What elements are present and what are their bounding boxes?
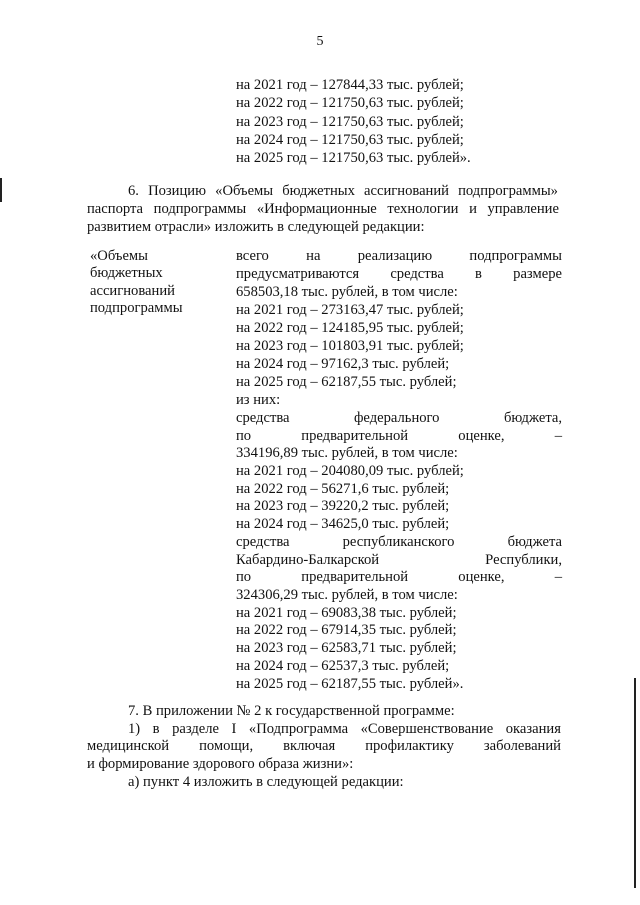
budget-year-line: на 2021 год – 127844,33 тыс. рублей; [236, 77, 464, 93]
item7-line-5: а) пункт 4 изложить в следующей редакции: [128, 774, 404, 790]
word: средства [236, 534, 290, 550]
word: федерального [353, 410, 440, 426]
item7-line-4: и формирование здорового образа жизни»: [87, 756, 354, 772]
word: бюджетных [282, 183, 355, 199]
word: включая [283, 738, 336, 754]
word: технологии [387, 201, 459, 217]
budget-year-line: на 2025 год – 121750,63 тыс. рублей». [236, 150, 471, 167]
table-right-line: 658503,18 тыс. рублей, в том числе: [236, 284, 458, 300]
word: бюджета [507, 534, 562, 550]
word: подпрограммы» [458, 183, 558, 199]
word: в [475, 266, 482, 282]
word: 1) [128, 721, 141, 737]
table-right-line: на 2021 год – 69083,38 тыс. рублей; [236, 605, 457, 621]
table-right-line: на 2024 год – 62537,3 тыс. рублей; [236, 658, 450, 674]
word: Позицию [148, 183, 207, 199]
budget-year-line: на 2024 год – 121750,63 тыс. рублей; [236, 131, 464, 148]
word: оказания [505, 721, 561, 737]
word: на [306, 248, 321, 264]
table-right-line: 334196,89 тыс. рублей, в том числе: [236, 445, 458, 461]
table-left-label: подпрограммы [90, 300, 183, 317]
table-right-line: 324306,29 тыс. рублей, в том числе: [236, 587, 458, 603]
word: медицинской [87, 738, 170, 754]
table-right-line: на 2023 год – 101803,91 тыс. рублей; [236, 338, 464, 354]
word: оценке, [458, 569, 505, 585]
word: по [236, 569, 252, 585]
table-right-line [236, 410, 562, 427]
table-right-line [236, 248, 562, 265]
table-right-line: на 2022 год – 67914,35 тыс. рублей; [236, 622, 457, 638]
table-right-line: на 2021 год – 204080,09 тыс. рублей; [236, 463, 464, 479]
table-right-line [236, 534, 562, 551]
word: профилактику [365, 738, 454, 754]
word: по [236, 428, 252, 444]
table-right-line: из них: [236, 392, 281, 408]
item7-line-1: 7. В приложении № 2 к государственной программе: [128, 703, 455, 719]
right-margin-mark [634, 678, 636, 888]
table-right-line: на 2024 год – 97162,3 тыс. рублей; [236, 356, 450, 372]
word: средства [236, 410, 290, 426]
word: – [554, 569, 562, 585]
table-right-line: на 2025 год – 62187,55 тыс. рублей; [236, 374, 457, 390]
word: подпрограммы [469, 248, 562, 264]
table-right-line: на 2021 год – 273163,47 тыс. рублей; [236, 302, 464, 318]
word: 6. [128, 183, 139, 199]
table-right-line: на 2025 год – 62187,55 тыс. рублей». [236, 676, 464, 692]
item7-line-3 [87, 738, 561, 755]
left-margin-mark [0, 178, 2, 202]
budget-year-line: на 2023 год – 121750,63 тыс. рублей; [236, 113, 464, 130]
item7-line-2 [128, 721, 561, 738]
word: Республики, [485, 552, 562, 568]
word: «Подпрограмма [248, 721, 349, 737]
word: помощи, [199, 738, 254, 754]
table-right-line: на 2023 год – 62583,71 тыс. рублей; [236, 640, 457, 656]
word: паспорта [87, 201, 144, 217]
budget-year-line: на 2022 год – 121750,63 тыс. рублей; [236, 95, 464, 112]
table-right-line [236, 552, 562, 569]
table-left-label: ассигнований [90, 282, 175, 299]
word: в [152, 721, 160, 737]
word: разделе [172, 721, 220, 737]
word: средства [390, 266, 444, 282]
item6-line-1 [128, 183, 558, 200]
word: размере [513, 266, 562, 282]
word: I [231, 721, 237, 737]
table-right-line [236, 569, 562, 586]
table-right-line: на 2024 год – 34625,0 тыс. рублей; [236, 516, 450, 532]
word: «Информационные [256, 201, 377, 217]
table-left-label: бюджетных [90, 265, 163, 282]
word: управление [487, 201, 559, 217]
word: реализацию [357, 248, 433, 264]
word: Кабардино-Балкарской [236, 552, 380, 568]
word: и [469, 201, 477, 217]
item6-line-2 [87, 201, 559, 218]
table-left-label: «Объемы [90, 248, 148, 264]
word: заболеваний [483, 738, 561, 754]
word: – [554, 428, 562, 444]
word: республиканского [342, 534, 455, 550]
word: всего [236, 248, 269, 264]
word: оценке, [458, 428, 505, 444]
word: предварительной [301, 428, 409, 444]
page-number: 5 [316, 34, 324, 49]
word: предварительной [301, 569, 409, 585]
item6-line-3: развитием отрасли» изложить в следующей редакции: [87, 219, 425, 235]
table-right-line: на 2022 год – 56271,6 тыс. рублей; [236, 481, 450, 497]
table-right-line [236, 266, 562, 283]
word: подпрограммы [153, 201, 247, 217]
word: «Объемы [215, 183, 274, 199]
word: «Совершенствование [360, 721, 494, 737]
word: бюджета, [503, 410, 562, 426]
word: предусматриваются [236, 266, 360, 282]
word: ассигнований [364, 183, 449, 199]
table-right-line: на 2023 год – 39220,2 тыс. рублей; [236, 498, 450, 514]
table-right-line [236, 428, 562, 445]
table-right-line: на 2022 год – 124185,95 тыс. рублей; [236, 320, 464, 336]
